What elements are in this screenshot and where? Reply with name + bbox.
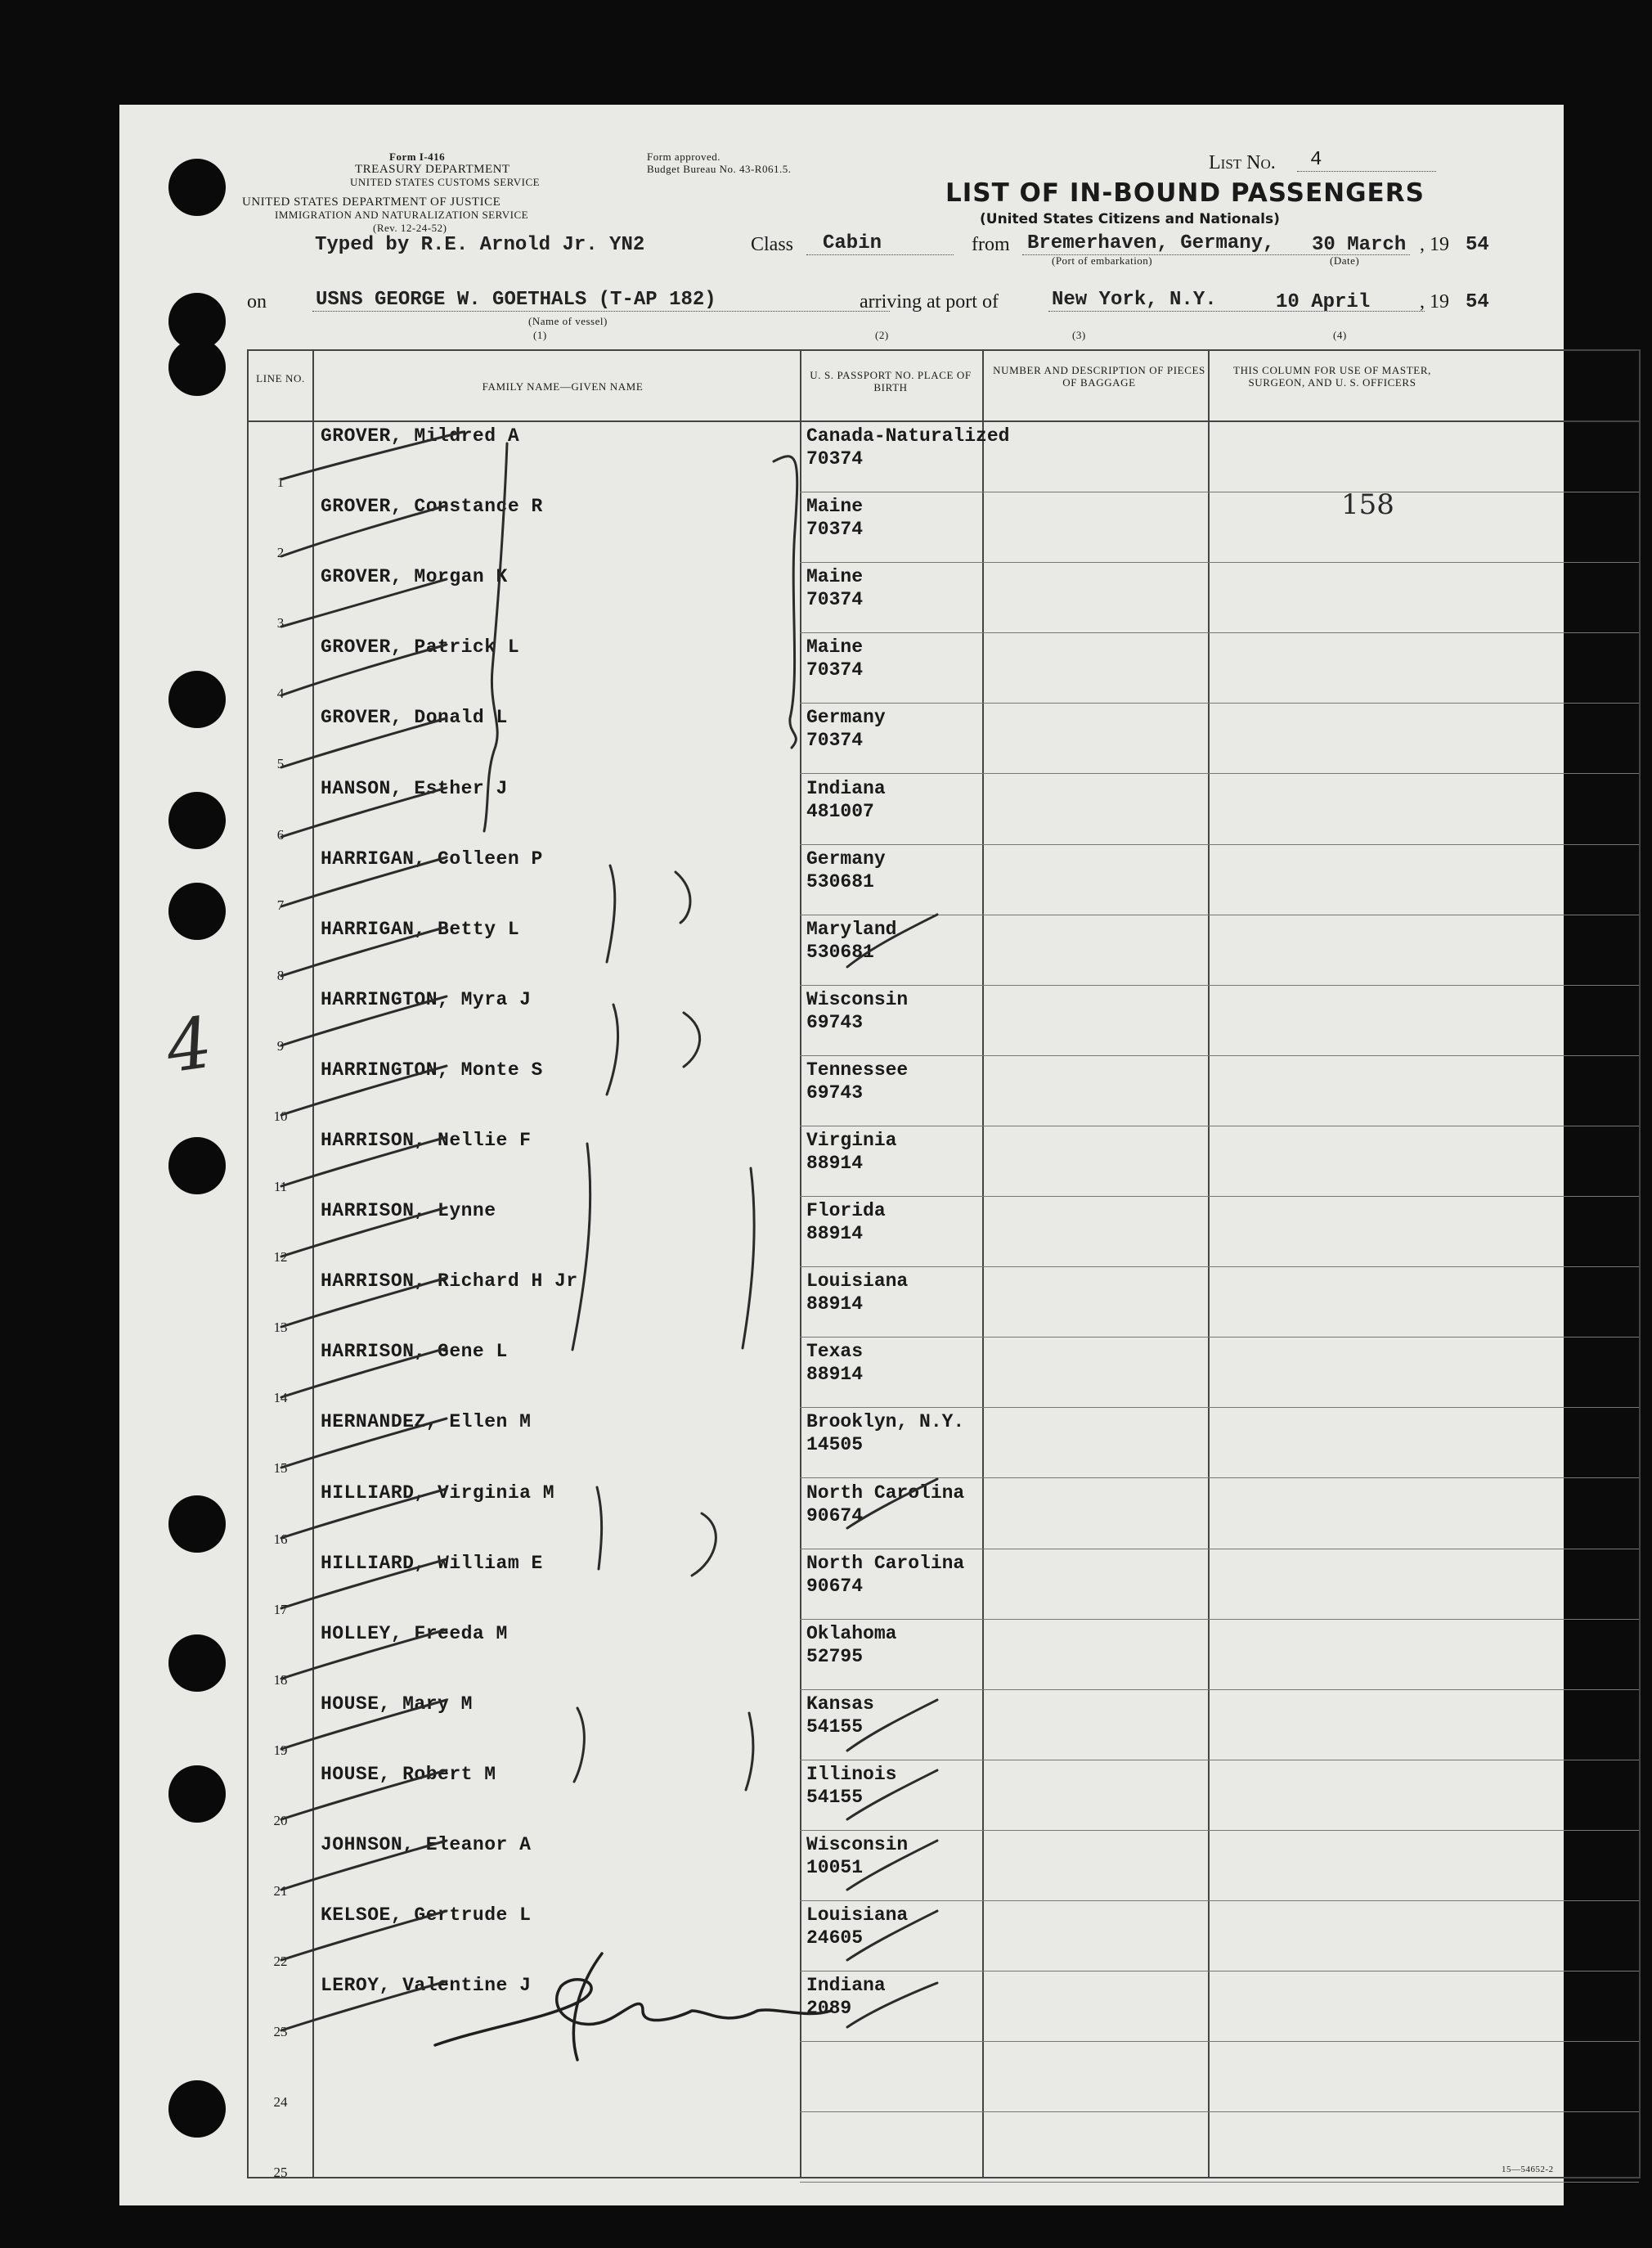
- place-of-birth: Kansas: [806, 1693, 874, 1715]
- place-of-birth: Illinois: [806, 1763, 897, 1785]
- line-number: 22: [273, 1954, 288, 1970]
- punch-hole: [168, 1634, 226, 1692]
- passenger-name: GROVER, Donald L: [321, 707, 508, 729]
- table-row: [249, 1126, 1639, 1197]
- passport-number: 88914: [806, 1293, 864, 1315]
- line-number: 17: [273, 1601, 288, 1617]
- table-row: [249, 563, 1639, 633]
- punch-hole: [168, 883, 226, 940]
- date-caption: (Date): [1330, 254, 1360, 267]
- line-number: 8: [276, 967, 285, 983]
- arrival-date: 10 April: [1276, 291, 1371, 313]
- passenger-name: JOHNSON, Eleanor A: [321, 1834, 532, 1855]
- passport-number: 90674: [806, 1575, 864, 1597]
- table-row: [249, 1549, 1639, 1620]
- place-of-birth: Louisiana: [806, 1270, 909, 1293]
- line-number: 21: [273, 1883, 288, 1899]
- table-row: [249, 1690, 1639, 1760]
- table-row: [249, 1971, 1639, 2042]
- line-number: 14: [273, 1390, 288, 1406]
- passport-number: 88914: [806, 1364, 864, 1386]
- line-number: 25: [273, 2165, 288, 2181]
- vessel-name: USNS GEORGE W. GOETHALS (T-AP 182): [312, 289, 890, 312]
- table-row: [249, 492, 1639, 563]
- table-body: [249, 422, 1639, 2181]
- passport-number: 481007: [806, 800, 874, 822]
- passenger-name: HARRISON, Lynne: [321, 1200, 496, 1222]
- col-marker-4: (4): [1333, 329, 1347, 341]
- line-number: 24: [273, 2094, 288, 2111]
- budget-bureau: Budget Bureau No. 43-R061.5.: [647, 163, 792, 175]
- place-of-birth: Brooklyn, N.Y.: [806, 1411, 965, 1433]
- passenger-name: GROVER, Mildred A: [321, 425, 520, 447]
- col-marker-1: (1): [533, 329, 547, 341]
- line-number: 19: [273, 1742, 288, 1758]
- table-row: [249, 1760, 1639, 1831]
- ins-service: IMMIGRATION AND NATURALIZATION SERVICE: [275, 209, 529, 221]
- place-of-birth: Maine: [806, 636, 864, 659]
- typed-by: Typed by R.E. Arnold Jr. YN2: [315, 234, 645, 256]
- passport-number: 54155: [806, 1786, 864, 1808]
- table-row: [249, 1408, 1639, 1478]
- treasury-dept: TREASURY DEPARTMENT: [355, 163, 510, 176]
- line-number: 11: [273, 1179, 288, 1194]
- line-number: 6: [276, 826, 285, 843]
- line-number: 12: [273, 1249, 288, 1266]
- form-approved: Form approved.: [647, 151, 721, 163]
- table-row: [249, 422, 1639, 492]
- line-number: 20: [273, 1812, 288, 1828]
- punch-hole: [168, 339, 226, 396]
- table-row: [249, 1267, 1639, 1338]
- line-number: 1: [276, 474, 285, 490]
- class-value: Cabin: [806, 232, 954, 255]
- passenger-name: HILLIARD, Virginia M: [321, 1481, 555, 1504]
- passenger-name: HANSON, Esther J: [321, 777, 508, 799]
- punch-hole: [168, 2080, 226, 2138]
- punch-hole: [168, 1765, 226, 1823]
- place-of-birth: Maine: [806, 496, 864, 518]
- line-number: 10: [273, 1108, 288, 1124]
- line-number: 3: [276, 615, 285, 632]
- passport-number: 70374: [806, 730, 864, 752]
- table-row: [249, 1620, 1639, 1690]
- table-row: [249, 986, 1639, 1056]
- table-row: [249, 1901, 1639, 1971]
- class-label: Class: [751, 234, 794, 255]
- customs-service: UNITED STATES CUSTOMS SERVICE: [350, 176, 541, 188]
- margin-mark: 4: [161, 1001, 218, 1090]
- passport-number: 52795: [806, 1645, 864, 1667]
- line-number: 13: [273, 1320, 288, 1336]
- passenger-name: HOUSE, Mary M: [321, 1693, 473, 1715]
- place-of-birth: North Carolina: [806, 1481, 965, 1504]
- passenger-name: HARRISON, Nellie F: [321, 1130, 532, 1151]
- place-of-birth: Germany: [806, 847, 886, 870]
- place-of-birth: Germany: [806, 707, 886, 729]
- table-row: [249, 704, 1639, 774]
- col-marker-3: (3): [1072, 329, 1086, 341]
- place-of-birth: Virginia: [806, 1130, 897, 1151]
- place-of-birth: Indiana: [806, 777, 886, 799]
- place-of-birth: Wisconsin: [806, 1834, 909, 1855]
- punch-hole: [168, 159, 226, 216]
- place-of-birth: Maryland: [806, 918, 897, 940]
- passport-number: 70374: [806, 589, 864, 611]
- header-officers: THIS COLUMN FOR USE OF MASTER, SURGEON, AND U. S. OFFICERS: [1233, 364, 1431, 389]
- port-caption: (Port of embarkation): [1052, 254, 1153, 267]
- passenger-name: HARRIGAN, Colleen P: [321, 847, 543, 870]
- passenger-name: HOUSE, Robert M: [321, 1763, 496, 1785]
- line-number: 16: [273, 1531, 288, 1547]
- passport-number: 530681: [806, 870, 874, 892]
- passenger-name: GROVER, Constance R: [321, 496, 543, 518]
- passport-number: 14505: [806, 1434, 864, 1456]
- list-number: 4: [1297, 149, 1436, 172]
- passenger-name: HILLIARD, William E: [321, 1552, 543, 1574]
- officer-number: 158: [1341, 488, 1394, 521]
- arriving-label: arriving at port of: [860, 291, 999, 312]
- justice-dept: UNITED STATES DEPARTMENT OF JUSTICE: [242, 196, 501, 209]
- on-label: on: [247, 291, 267, 312]
- passenger-name: HARRINGTON, Myra J: [321, 988, 532, 1010]
- passport-number: 88914: [806, 1153, 864, 1174]
- line-number: 7: [276, 897, 285, 913]
- line-number: 2: [276, 545, 285, 561]
- punch-hole: [168, 1495, 226, 1553]
- departure-year: 54: [1466, 234, 1489, 256]
- passenger-table: [247, 349, 1641, 2181]
- row-rule: [800, 2182, 1639, 2183]
- passport-number: 530681: [806, 941, 874, 963]
- form-number: Form I-416: [389, 151, 446, 163]
- passport-number: 70374: [806, 519, 864, 541]
- place-of-birth: Maine: [806, 566, 864, 588]
- line-number: 9: [276, 1037, 285, 1054]
- header-name: FAMILY NAME—GIVEN NAME: [482, 380, 644, 393]
- line-number: 5: [276, 756, 285, 772]
- passenger-name: GROVER, Patrick L: [321, 636, 520, 659]
- table-row: [249, 1197, 1639, 1267]
- from-port: Bremerhaven, Germany,: [1022, 232, 1410, 255]
- place-of-birth: Canada-Naturalized: [806, 425, 1010, 447]
- year-prefix-2: , 19: [1420, 291, 1449, 312]
- passport-number: 90674: [806, 1504, 864, 1526]
- passport-number: 24605: [806, 1927, 864, 1949]
- table-row: [249, 1831, 1639, 1901]
- passenger-name: GROVER, Morgan K: [321, 566, 508, 588]
- passenger-name: HARRISON, Richard H Jr: [321, 1270, 578, 1293]
- passenger-name: HERNANDEZ, Ellen M: [321, 1411, 532, 1433]
- vessel-caption: (Name of vessel): [528, 315, 608, 327]
- line-number: 23: [273, 2024, 288, 2040]
- passenger-name: HARRIGAN, Betty L: [321, 918, 520, 940]
- line-number: 18: [273, 1671, 288, 1688]
- footer-code: 15—54652-2: [1502, 2165, 1554, 2174]
- list-label: List No.: [1209, 152, 1276, 173]
- from-label: from: [972, 234, 1010, 255]
- place-of-birth: Indiana: [806, 1975, 886, 1997]
- punch-hole: [168, 671, 226, 728]
- table-row: [249, 775, 1639, 845]
- place-of-birth: Louisiana: [806, 1904, 909, 1927]
- place-of-birth: Oklahoma: [806, 1622, 897, 1644]
- arrival-year: 54: [1466, 291, 1489, 313]
- table-row: [249, 633, 1639, 704]
- passenger-name: LEROY, Valentine J: [321, 1975, 532, 1997]
- passport-number: 70374: [806, 448, 864, 470]
- col-marker-2: (2): [875, 329, 889, 341]
- passport-number: 88914: [806, 1223, 864, 1245]
- passenger-name: HOLLEY, Freeda M: [321, 1622, 508, 1644]
- table-row: [249, 845, 1639, 915]
- arrival-port: New York, N.Y.: [1048, 289, 1425, 312]
- passport-number: 54155: [806, 1715, 864, 1738]
- table-header: [249, 351, 1639, 422]
- passenger-name: KELSOE, Gertrude L: [321, 1904, 532, 1927]
- punch-hole: [168, 1137, 226, 1194]
- passenger-name: HARRISON, Gene L: [321, 1341, 508, 1363]
- table-row: [249, 2112, 1639, 2183]
- passport-number: 10051: [806, 1857, 864, 1878]
- revision: (Rev. 12-24-52): [373, 222, 447, 234]
- table-row: [249, 1479, 1639, 1549]
- place-of-birth: Tennessee: [806, 1059, 909, 1081]
- departure-date: 30 March: [1312, 234, 1407, 256]
- passport-number: 69743: [806, 1011, 864, 1033]
- line-number: 15: [273, 1460, 288, 1477]
- passport-number: 2089: [806, 1998, 852, 2020]
- place-of-birth: Wisconsin: [806, 988, 909, 1010]
- page-title: LIST OF IN-BOUND PASSENGERS: [945, 178, 1425, 208]
- passenger-name: HARRINGTON, Monte S: [321, 1059, 543, 1081]
- document-page: [119, 105, 1564, 2205]
- header-baggage: NUMBER AND DESCRIPTION OF PIECES OF BAGGAGE: [993, 364, 1205, 389]
- passport-number: 69743: [806, 1081, 864, 1104]
- table-row: [249, 2042, 1639, 2112]
- passport-number: 70374: [806, 659, 864, 681]
- table-row: [249, 1056, 1639, 1126]
- line-number: 4: [276, 686, 285, 702]
- punch-hole: [168, 792, 226, 849]
- header-passport: U. S. PASSPORT NO. PLACE OF BIRTH: [810, 369, 972, 393]
- header-line-no: LINE NO.: [256, 372, 305, 384]
- place-of-birth: Texas: [806, 1341, 864, 1363]
- table-row: [249, 915, 1639, 986]
- page-subtitle: (United States Citizens and Nationals): [980, 211, 1280, 227]
- year-prefix-1: , 19: [1420, 234, 1449, 255]
- table-row: [249, 1338, 1639, 1408]
- place-of-birth: North Carolina: [806, 1552, 965, 1574]
- place-of-birth: Florida: [806, 1200, 886, 1222]
